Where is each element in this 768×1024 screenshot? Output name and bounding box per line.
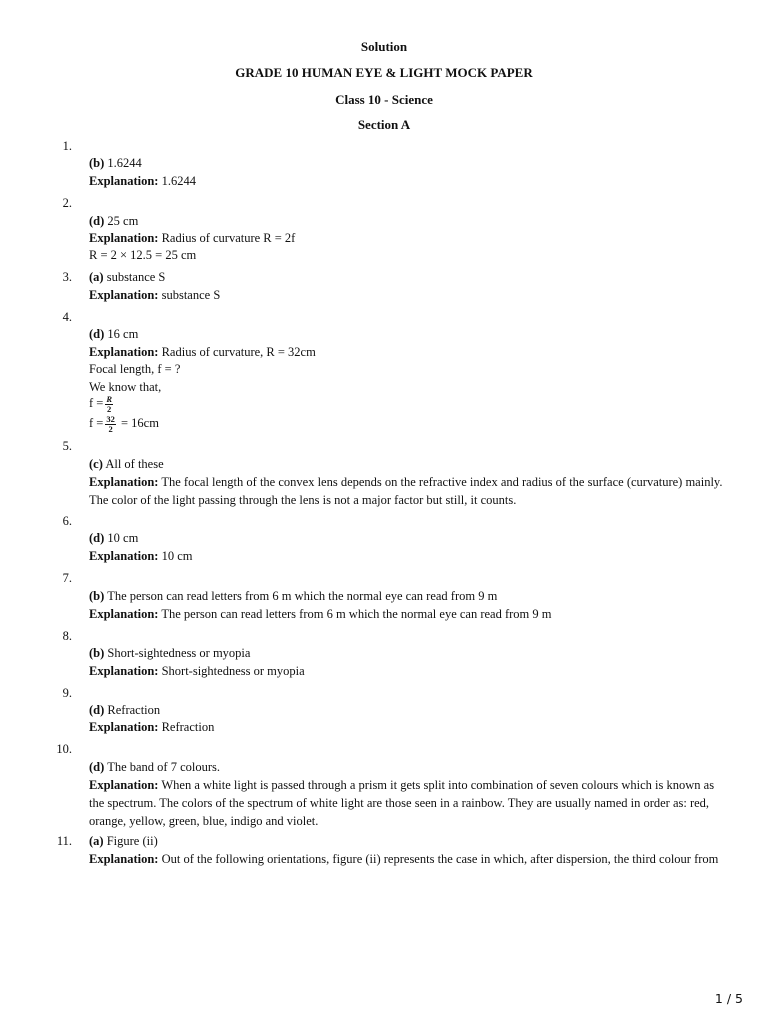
answer-option: (b) — [89, 646, 105, 660]
explanation-label: Explanation: — [89, 852, 159, 866]
answer-option: (a) — [89, 270, 104, 284]
page-number: 1 / 5 — [714, 991, 743, 1006]
explanation-label: Explanation: — [89, 345, 159, 359]
explanation-text: 10 cm — [161, 549, 193, 563]
answer-text: 16 cm — [107, 327, 139, 341]
explanation-label: Explanation: — [89, 288, 159, 302]
question-number: 9. — [62, 686, 72, 700]
answer-option: (b) — [89, 156, 105, 170]
answer-text: Figure (ii) — [106, 834, 158, 848]
formula-focal-length: f = $\frac{R}{2}$ — [89, 393, 113, 414]
explanation-line — [89, 172, 739, 190]
explanation-line — [89, 850, 739, 868]
answer-option: (d) — [89, 214, 105, 228]
answer-line — [89, 325, 739, 343]
explanation-line — [89, 547, 739, 565]
answer-line — [89, 212, 739, 230]
explanation-text: The person can read letters from 6 m which the normal eye can read from 9 m — [161, 607, 552, 621]
class-subtitle: Class 10 - Science — [335, 92, 433, 107]
solution-heading: Solution — [360, 39, 408, 54]
answer-option: (d) — [89, 703, 105, 717]
answer-line — [89, 455, 739, 473]
explanation-label: Explanation: — [89, 720, 159, 734]
answer-option: (c) — [89, 457, 103, 471]
answer-text: 1.6244 — [107, 156, 142, 170]
answer-option: (d) — [89, 760, 105, 774]
answer-line — [89, 644, 739, 662]
question-number: 8. — [62, 629, 72, 643]
question-number: 1. — [62, 139, 72, 153]
explanation-text: Out of the following orientations, figure (ii) represents the case in which, after dispersion, the third colour from — [161, 852, 719, 866]
answer-text: substance S — [106, 270, 166, 284]
explanation-text: The focal length of the convex lens depends on the refractive index and radius of the surface (curvature) mainly. The color of the light passing through the lens is not a major factor but still, it counts. — [89, 475, 723, 507]
answer-text: 25 cm — [107, 214, 139, 228]
explanation-text: substance S — [161, 288, 221, 302]
answer-line — [89, 832, 739, 850]
answer-text: 10 cm — [107, 531, 139, 545]
question-number: 11. — [56, 834, 72, 848]
answer-option: (d) — [89, 531, 105, 545]
answer-option: (a) — [89, 834, 104, 848]
answer-line — [89, 587, 739, 605]
answer-option: (d) — [89, 327, 105, 341]
explanation-text: 1.6244 — [161, 174, 196, 188]
answer-line — [89, 268, 739, 286]
formula-result: f = $\frac{32}{2}$ = 16cm — [89, 413, 159, 434]
question-number: 4. — [62, 310, 72, 324]
question-number: 2. — [62, 196, 72, 210]
explanation-extra: We know that, — [89, 380, 162, 394]
question-number: 10. — [56, 742, 72, 756]
explanation-line — [89, 229, 739, 247]
question-number: 3. — [62, 270, 72, 284]
answer-line — [89, 529, 739, 547]
question-number: 7. — [62, 571, 72, 585]
section-heading: Section A — [357, 117, 411, 132]
explanation-label: Explanation: — [89, 174, 159, 188]
explanation-line — [89, 662, 739, 680]
explanation-label: Explanation: — [89, 778, 159, 792]
question-number: 6. — [62, 514, 72, 528]
answer-line — [89, 154, 739, 172]
explanation-extra: R = 2 × 12.5 = 25 cm — [89, 248, 197, 262]
explanation-label: Explanation: — [89, 664, 159, 678]
explanation-text: Radius of curvature, R = 32cm — [161, 345, 316, 359]
answer-text: Refraction — [107, 703, 161, 717]
explanation-text: Short-sightedness or myopia — [161, 664, 305, 678]
answer-text: The person can read letters from 6 m which the normal eye can read from 9 m — [107, 589, 498, 603]
explanation-label: Explanation: — [89, 607, 159, 621]
explanation-label: Explanation: — [89, 549, 159, 563]
fraction: $\frac{32}{2}$ — [106, 413, 115, 434]
explanation-line — [89, 343, 739, 361]
answer-line — [89, 701, 739, 719]
explanation-line — [89, 605, 739, 623]
explanation-line — [89, 718, 739, 736]
answer-text: The band of 7 colours. — [107, 760, 221, 774]
explanation-text: When a white light is passed through a prism it gets split into combination of seven colours which is known as the spectrum. The colors of the spectrum of white light are those seen in a rainbow. They are usually named in order as: red, orange, yellow, green, blue, indigo and violet. — [89, 778, 715, 828]
explanation-extra: Focal length, f = ? — [89, 362, 181, 376]
fraction: $\frac{R}{2}$ — [106, 393, 113, 414]
answer-line — [89, 758, 739, 776]
answer-text: All of these — [105, 457, 164, 471]
paper-title: GRADE 10 HUMAN EYE & LIGHT MOCK PAPER — [235, 65, 533, 80]
explanation-line — [89, 286, 739, 304]
explanation-text: Refraction — [161, 720, 215, 734]
explanation-line — [89, 473, 731, 509]
answer-option: (b) — [89, 589, 105, 603]
answer-text: Short-sightedness or myopia — [107, 646, 251, 660]
explanation-label: Explanation: — [89, 475, 159, 489]
explanation-label: Explanation: — [89, 231, 159, 245]
question-number: 5. — [62, 439, 72, 453]
explanation-text: Radius of curvature R = 2f — [161, 231, 296, 245]
explanation-line — [89, 776, 731, 830]
